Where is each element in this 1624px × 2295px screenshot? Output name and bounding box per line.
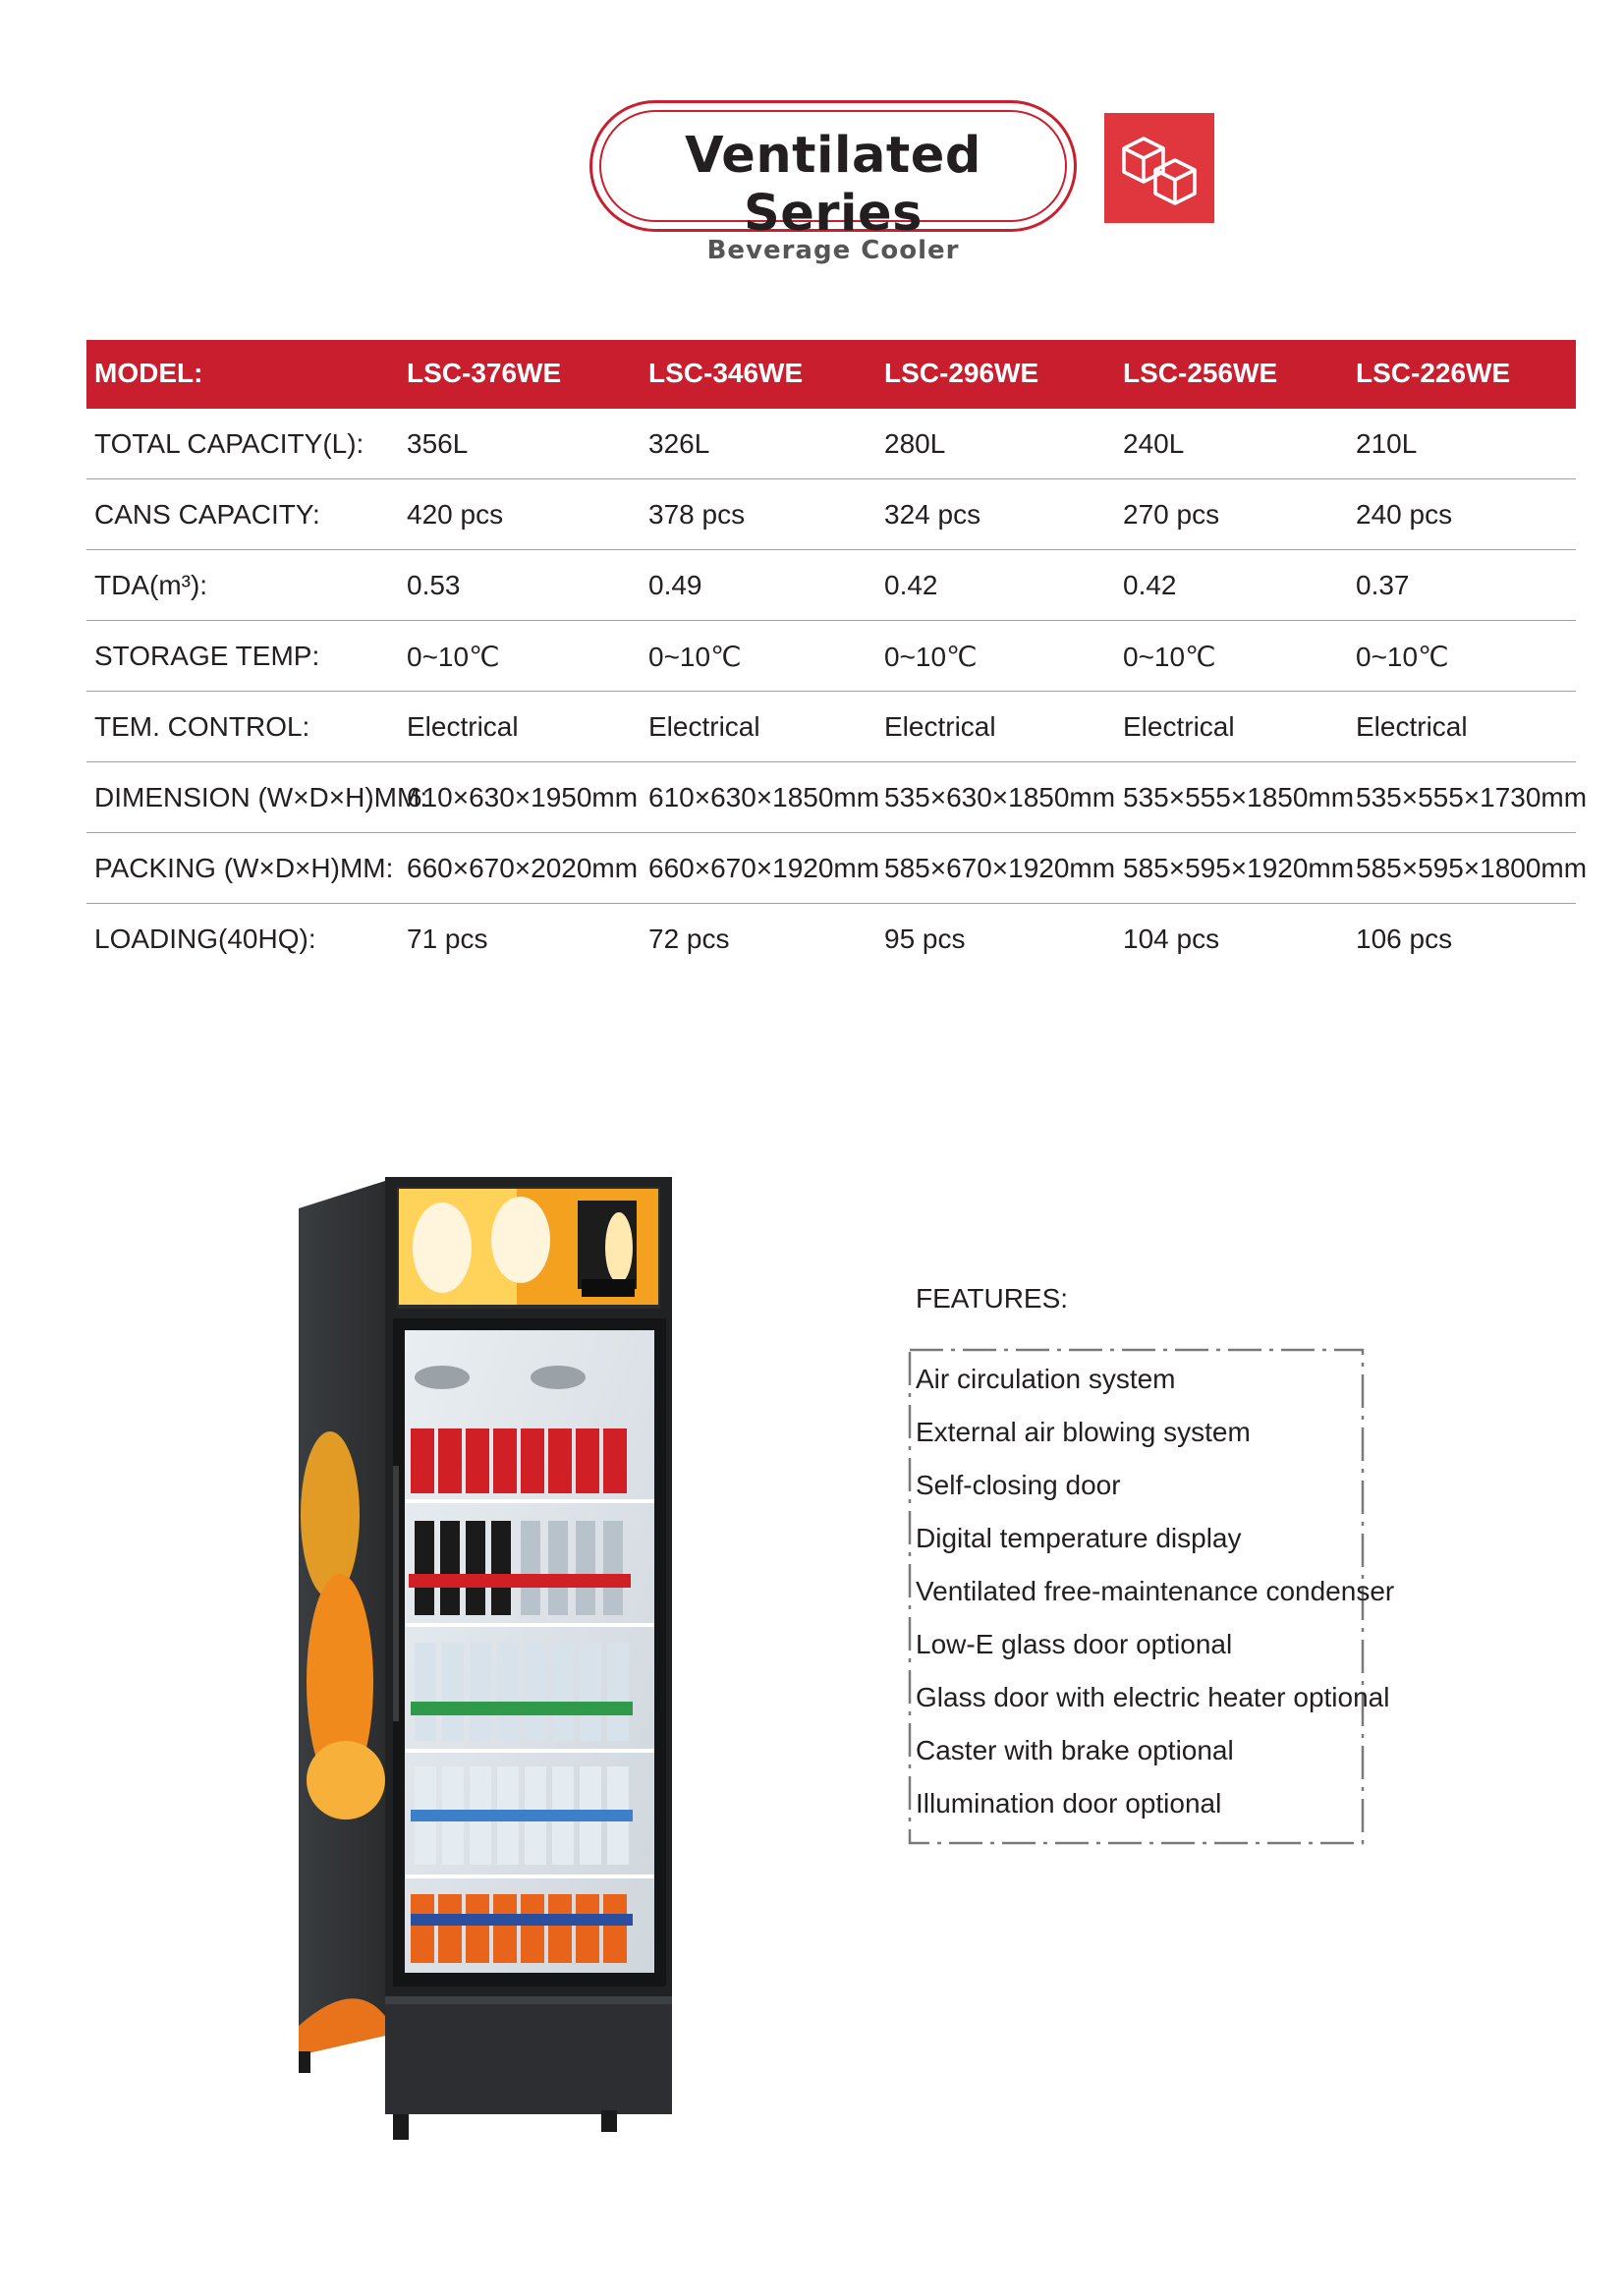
list-item: External air blowing system [916, 1417, 1251, 1447]
row-label: STORAGE TEMP: [94, 641, 320, 671]
row-label: CANS CAPACITY: [94, 499, 320, 530]
table-cell: 610×630×1850mm [648, 782, 880, 812]
header-cell-model-3: LSC-296WE [884, 358, 1039, 388]
spec-table [86, 340, 1588, 974]
table-cell: 106 pcs [1356, 924, 1453, 954]
table-cell: 72 pcs [648, 924, 730, 954]
table-cell: 660×670×1920mm [648, 853, 880, 883]
table-cell: 240 pcs [1356, 499, 1453, 530]
series-title-badge [589, 100, 1077, 243]
header-cell-model-1: LSC-376WE [407, 358, 562, 388]
list-item: Illumination door optional [916, 1788, 1222, 1819]
table-cell: 0.53 [407, 570, 461, 600]
table-cell: 280L [884, 428, 946, 459]
table-cell: 270 pcs [1123, 499, 1220, 530]
table-cell: 326L [648, 428, 710, 459]
list-item: Low-E glass door optional [916, 1629, 1233, 1659]
series-subtitle: Beverage Cooler [706, 236, 960, 265]
table-row [86, 762, 1588, 833]
row-label: DIMENSION (W×D×H)MM: [94, 782, 428, 812]
row-label: PACKING (W×D×H)MM: [94, 853, 394, 883]
table-cell: 420 pcs [407, 499, 504, 530]
table-cell: 0.49 [648, 570, 702, 600]
table-row [86, 904, 1576, 974]
list-item: Ventilated free-maintenance condenser [916, 1576, 1395, 1606]
table-cell: 71 pcs [407, 924, 488, 954]
table-cell: 0.37 [1356, 570, 1410, 600]
table-cell: 535×555×1850mm [1123, 782, 1355, 812]
beverage-cooler-photo [295, 1171, 688, 2163]
table-cell: 210L [1356, 428, 1418, 459]
series-title: Ventilated Series [685, 127, 981, 243]
features-heading: FEATURES: [916, 1283, 1069, 1314]
table-cell: 0~10℃ [1356, 642, 1449, 672]
list-item: Digital temperature display [916, 1523, 1242, 1553]
features-list [916, 1358, 1394, 1835]
table-cell: 535×630×1850mm [884, 782, 1116, 812]
list-item: Glass door with electric heater optional [916, 1682, 1390, 1712]
table-cell: 95 pcs [884, 924, 966, 954]
table-cell: 0.42 [1123, 570, 1177, 600]
table-cell: 585×670×1920mm [884, 853, 1116, 883]
table-cell: 324 pcs [884, 499, 981, 530]
table-cell: Electrical [884, 711, 996, 742]
table-row [86, 692, 1576, 762]
table-cell: 0~10℃ [1123, 642, 1216, 672]
table-cell: Electrical [1123, 711, 1235, 742]
table-cell: 610×630×1950mm [407, 782, 639, 812]
table-cell: 535×555×1730mm [1356, 782, 1588, 812]
table-cell: Electrical [648, 711, 760, 742]
table-cell: 104 pcs [1123, 924, 1220, 954]
table-cell: 356L [407, 428, 469, 459]
row-label: TOTAL CAPACITY(L): [94, 428, 364, 459]
table-cell: 378 pcs [648, 499, 746, 530]
table-cell: 0~10℃ [884, 642, 978, 672]
table-cell: 0~10℃ [407, 642, 500, 672]
table-cell: 240L [1123, 428, 1185, 459]
table-row [86, 479, 1576, 550]
table-cell: 585×595×1920mm [1123, 853, 1355, 883]
header-cell-model-4: LSC-256WE [1123, 358, 1278, 388]
table-cell: Electrical [1356, 711, 1468, 742]
table-cell: 0~10℃ [648, 642, 742, 672]
header-cell-model-label: MODEL: [94, 358, 203, 388]
list-item: Self-closing door [916, 1470, 1121, 1500]
table-row [86, 621, 1576, 692]
list-item: Caster with brake optional [916, 1735, 1234, 1765]
table-cell: Electrical [407, 711, 519, 742]
table-row [86, 833, 1588, 904]
header-cell-model-5: LSC-226WE [1356, 358, 1511, 388]
row-label: TEM. CONTROL: [94, 711, 310, 742]
table-cell: 585×595×1800mm [1356, 853, 1588, 883]
table-row [86, 550, 1576, 621]
header-cell-model-2: LSC-346WE [648, 358, 804, 388]
row-label: TDA(m³): [94, 570, 208, 600]
list-item: Air circulation system [916, 1364, 1176, 1394]
spec-table-header [86, 340, 1576, 409]
table-row [86, 409, 1576, 479]
table-cell: 0.42 [884, 570, 938, 600]
cubes-icon [1104, 113, 1214, 223]
table-cell: 660×670×2020mm [407, 853, 639, 883]
row-label: LOADING(40HQ): [94, 924, 316, 954]
